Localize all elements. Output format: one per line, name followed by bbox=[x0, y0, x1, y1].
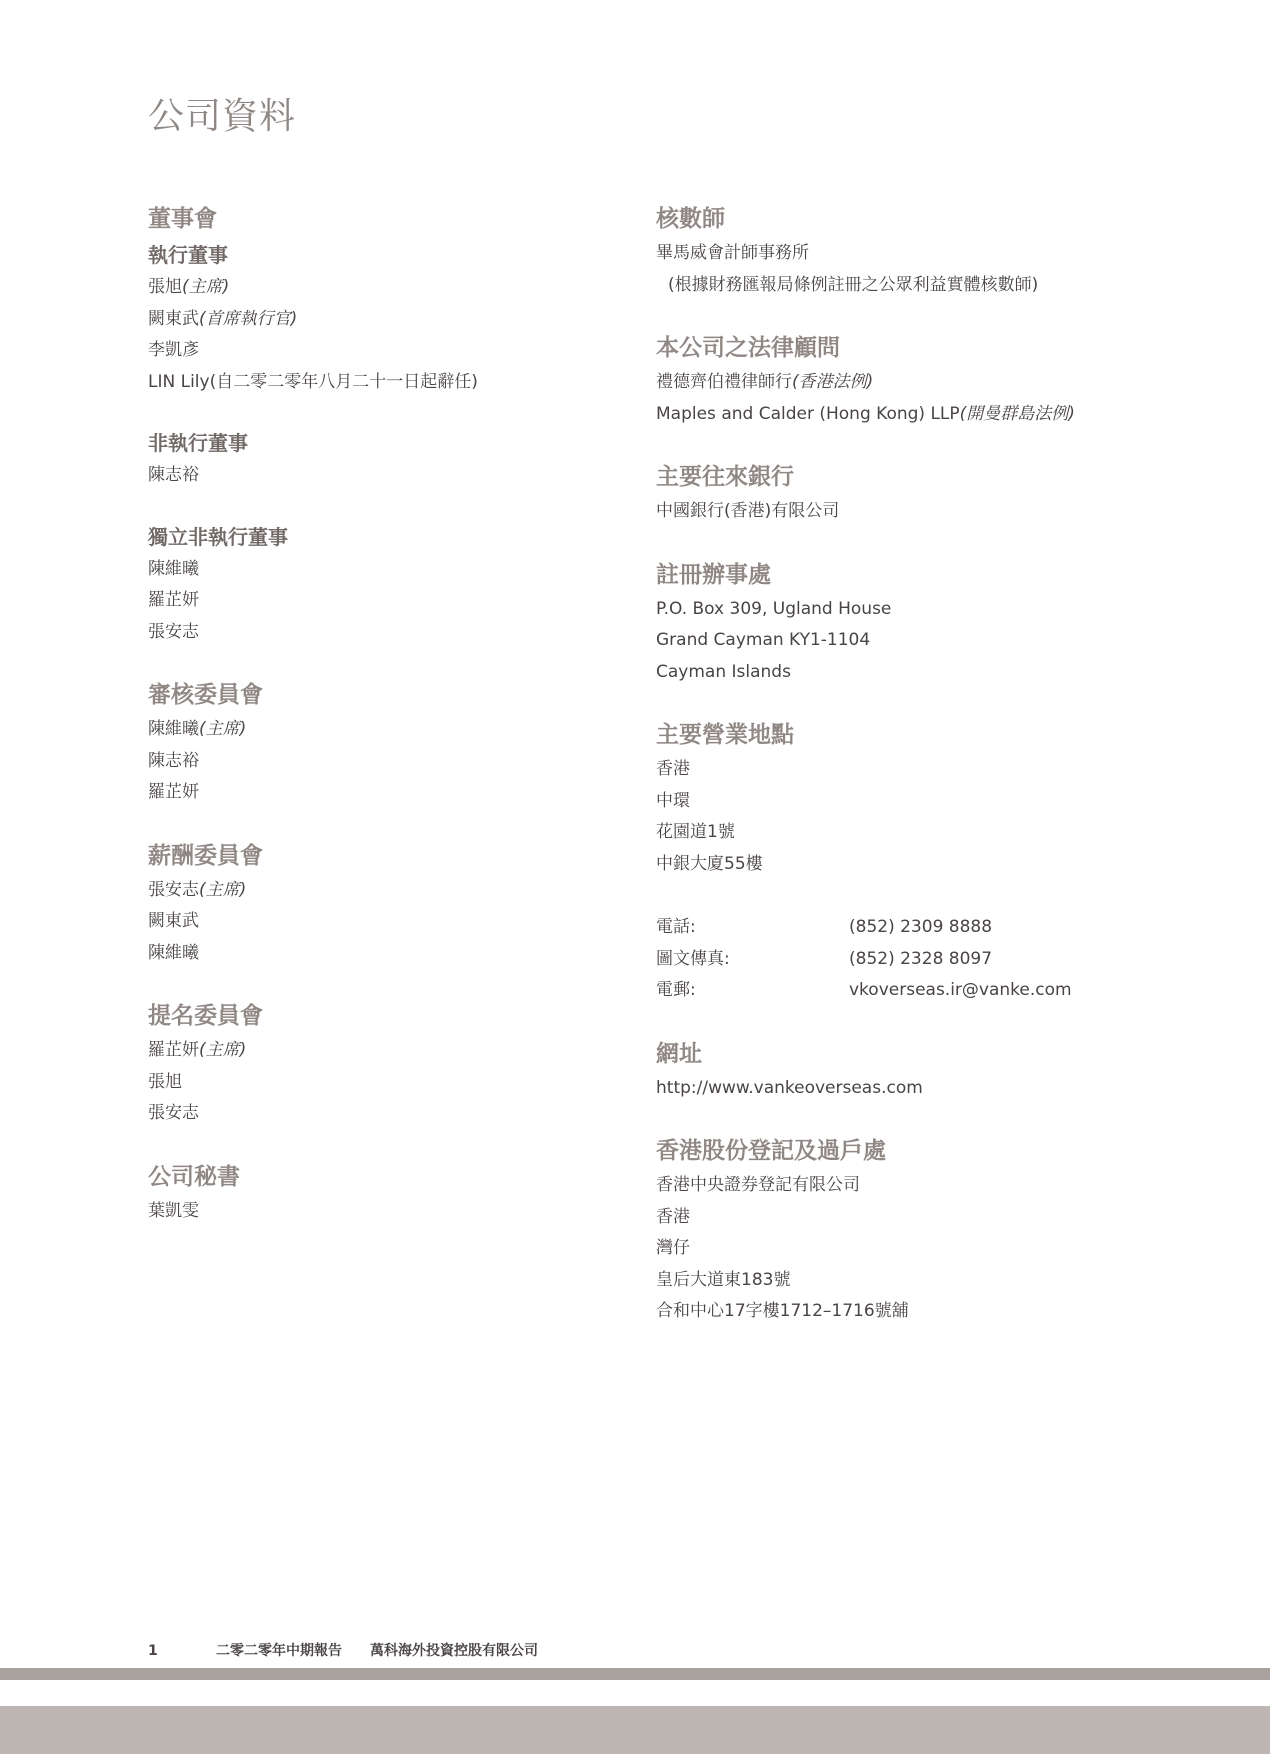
member-name: 張安志 bbox=[148, 879, 199, 900]
right-column bbox=[656, 200, 1216, 1356]
auditor-name: 畢馬威會計師事務所 bbox=[656, 243, 809, 263]
independent-section bbox=[148, 520, 628, 649]
address-line: 香港中央證券登記有限公司 bbox=[656, 1175, 860, 1195]
non-executive-director: 陳志裕 bbox=[148, 465, 199, 485]
email-row bbox=[656, 975, 1216, 1007]
address-line: 中銀大廈55樓 bbox=[656, 853, 763, 874]
director-role: (主席) bbox=[182, 277, 230, 297]
auditor-note: (根據財務匯報局條例註冊之公眾利益實體核數師) bbox=[668, 274, 1039, 295]
adviser-jurisdiction: (開曼群島法例) bbox=[959, 403, 1075, 424]
independent-director: 張安志 bbox=[148, 621, 199, 642]
page-title: 公司資料 bbox=[148, 96, 297, 137]
director-name: LIN Lily bbox=[148, 371, 210, 392]
board-section bbox=[148, 200, 628, 398]
email-value[interactable]: vkoverseas.ir@vanke.com bbox=[849, 980, 1072, 1000]
left-column bbox=[148, 200, 628, 1255]
audit-committee-section bbox=[148, 676, 628, 809]
committee-member bbox=[148, 714, 628, 746]
director-name: 張旭 bbox=[148, 277, 182, 297]
nomination-committee-section bbox=[148, 997, 628, 1130]
executive-director bbox=[148, 367, 628, 399]
director-name: 李凱彥 bbox=[148, 340, 199, 360]
share-registrar-heading: 香港股份登記及過戶處 bbox=[656, 1138, 886, 1164]
independent-heading: 獨立非執行董事 bbox=[148, 524, 288, 549]
report-name: 二零二零年中期報告 bbox=[216, 1643, 342, 1659]
principal-bank-section bbox=[656, 458, 1216, 528]
executive-director bbox=[148, 335, 628, 367]
committee-member: 羅芷妍 bbox=[148, 782, 199, 802]
member-name: 羅芷妍 bbox=[148, 1040, 199, 1060]
legal-adviser bbox=[656, 367, 1216, 399]
adviser-name: Maples and Calder (Hong Kong) LLP bbox=[656, 403, 960, 424]
registered-office-section bbox=[656, 556, 1216, 689]
address-line: 香港 bbox=[656, 759, 690, 779]
fax-label: 圖文傳真: bbox=[656, 948, 730, 969]
non-executive-heading: 非執行董事 bbox=[148, 431, 248, 455]
director-name: 闕東武 bbox=[148, 308, 199, 329]
legal-advisers-section bbox=[656, 329, 1216, 430]
website-section bbox=[656, 1035, 1216, 1105]
address-line: 灣仔 bbox=[656, 1238, 690, 1258]
committee-member: 張旭 bbox=[148, 1071, 182, 1092]
principal-bank-heading: 主要往來銀行 bbox=[656, 464, 794, 490]
address-line: Cayman Islands bbox=[656, 661, 791, 682]
registered-office-heading: 註冊辦事處 bbox=[656, 561, 771, 588]
independent-director: 羅芷妍 bbox=[148, 590, 199, 610]
website-heading: 網址 bbox=[656, 1040, 702, 1067]
adviser-jurisdiction: (香港法例) bbox=[792, 372, 874, 392]
address-line: 中環 bbox=[656, 790, 690, 811]
member-name: 陳維曦 bbox=[148, 719, 199, 739]
email-label: 電郵: bbox=[656, 980, 696, 1000]
committee-member: 闕東武 bbox=[148, 911, 199, 931]
committee-member: 陳維曦 bbox=[148, 942, 199, 963]
remuneration-committee-heading: 薪酬委員會 bbox=[148, 842, 263, 869]
board-heading: 董事會 bbox=[148, 206, 217, 232]
director-role: (首席執行官) bbox=[199, 308, 298, 329]
committee-member: 張安志 bbox=[148, 1103, 199, 1123]
page-number: 1 bbox=[148, 1643, 158, 1659]
legal-advisers-heading: 本公司之法律顧問 bbox=[656, 335, 840, 361]
address-line: P.O. Box 309, Ugland House bbox=[656, 598, 892, 619]
committee-member bbox=[148, 1035, 628, 1067]
page-footer bbox=[148, 1640, 538, 1660]
share-registrar-section bbox=[656, 1132, 1216, 1328]
non-executive-section bbox=[148, 426, 628, 492]
nomination-committee-heading: 提名委員會 bbox=[148, 1003, 263, 1029]
phone-row bbox=[656, 912, 1216, 944]
principal-place-heading: 主要營業地點 bbox=[656, 722, 794, 748]
company-secretary-section bbox=[148, 1158, 628, 1228]
address-line: 花園道1號 bbox=[656, 822, 735, 842]
footer-band-bottom bbox=[0, 1706, 1270, 1754]
auditor-heading: 核數師 bbox=[656, 206, 725, 232]
address-line: 皇后大道東183號 bbox=[656, 1269, 791, 1290]
legal-adviser bbox=[656, 399, 1216, 431]
website-link[interactable]: http://www.vankeoverseas.com bbox=[656, 1077, 923, 1098]
fax-row bbox=[656, 944, 1216, 976]
member-role: (主席) bbox=[199, 1040, 247, 1060]
executive-director bbox=[148, 272, 628, 304]
committee-member bbox=[148, 875, 628, 907]
footer-band-top bbox=[0, 1668, 1270, 1680]
address-line: 香港 bbox=[656, 1206, 690, 1227]
remuneration-committee-section bbox=[148, 837, 628, 970]
member-role: (主席) bbox=[199, 879, 247, 900]
adviser-name: 禮德齊伯禮律師行 bbox=[656, 372, 792, 392]
fax-value: (852) 2328 8097 bbox=[849, 948, 993, 969]
company-name: 萬科海外投資控股有限公司 bbox=[370, 1643, 538, 1659]
principal-place-section bbox=[656, 716, 1216, 1007]
address-line: 合和中心17字樓1712–1716號舖 bbox=[656, 1301, 909, 1321]
company-secretary-name: 葉凱雯 bbox=[148, 1200, 199, 1221]
phone-label: 電話: bbox=[656, 917, 696, 937]
director-note: (自二零二零年八月二十一日起辭任) bbox=[209, 371, 478, 392]
auditor-section bbox=[656, 200, 1216, 301]
company-secretary-heading: 公司秘書 bbox=[148, 1163, 240, 1190]
audit-committee-heading: 審核委員會 bbox=[148, 682, 263, 708]
committee-member: 陳志裕 bbox=[148, 750, 199, 771]
independent-director: 陳維曦 bbox=[148, 558, 199, 579]
executive-director bbox=[148, 304, 628, 336]
executive-directors-heading: 執行董事 bbox=[148, 243, 228, 267]
bank-name: 中國銀行(香港)有限公司 bbox=[656, 501, 840, 521]
address-line: Grand Cayman KY1-1104 bbox=[656, 630, 871, 650]
member-role: (主席) bbox=[199, 719, 247, 739]
phone-value: (852) 2309 8888 bbox=[849, 917, 993, 937]
